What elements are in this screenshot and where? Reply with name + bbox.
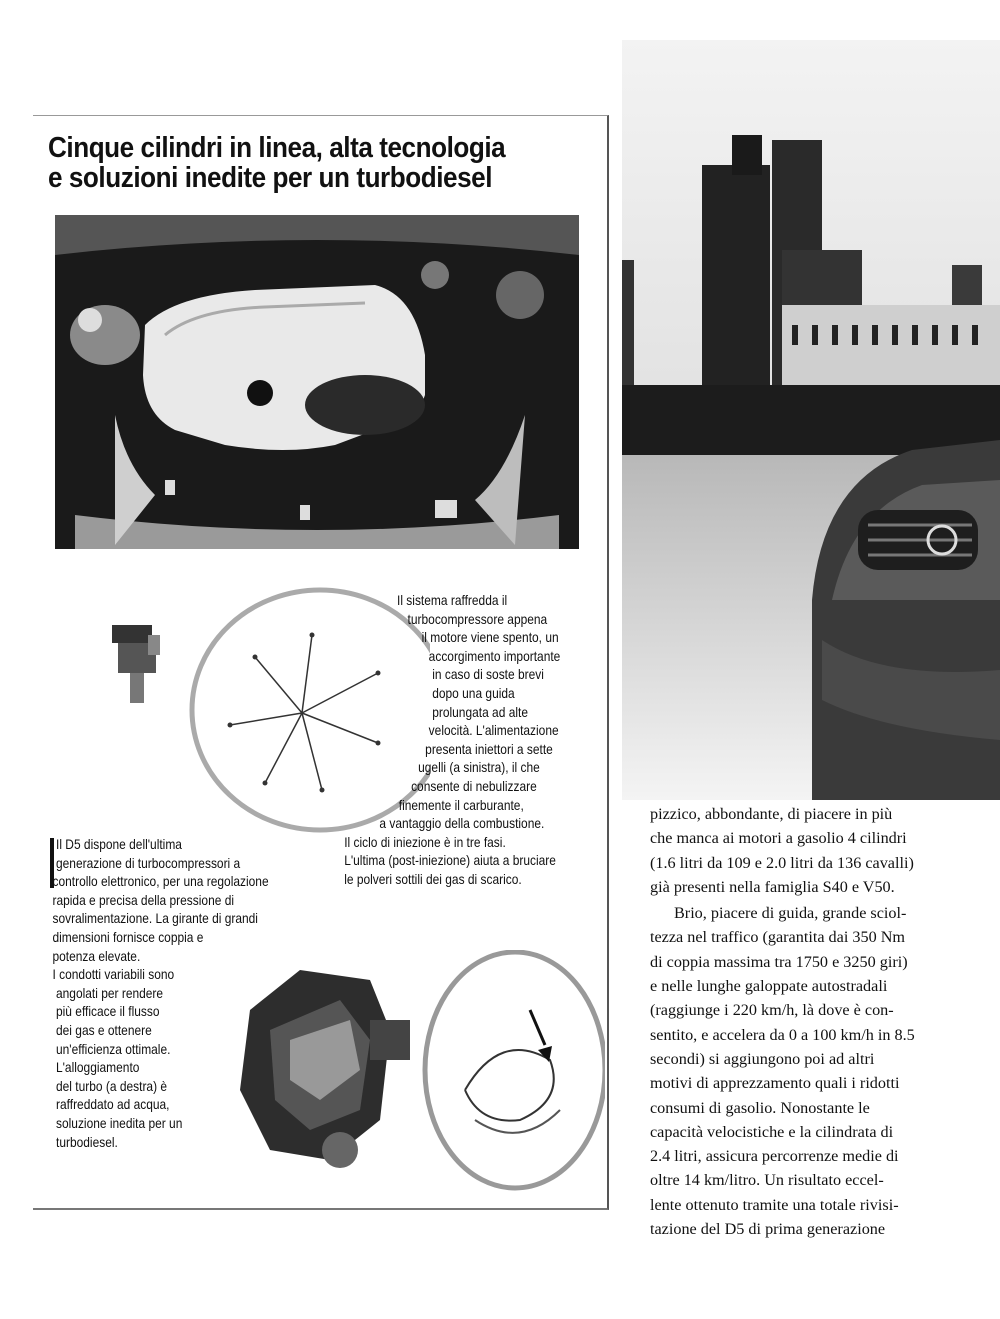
skyline-illustration: [622, 40, 1000, 800]
body-line: già presenti nella famiglia S40 e V50.: [650, 877, 895, 896]
caption-line: dimensioni fornisce coppia e: [52, 929, 204, 945]
headline: [48, 133, 606, 193]
body-line: secondi) si aggiungono poi ad altri: [650, 1049, 875, 1068]
body-line: tazione del D5 di prima generazione: [650, 1220, 886, 1239]
body-line: pizzico, abbondante, di piacere in più: [650, 805, 893, 823]
caption-line: Il D5 dispone dell'ultima: [56, 837, 182, 852]
caption-line: Il sistema raffredda il: [397, 593, 508, 608]
caption-line: turbodiesel.: [56, 1134, 118, 1150]
caption-line: del turbo (a destra) è: [56, 1078, 168, 1094]
caption-line: potenza elevate.: [52, 948, 141, 964]
caption-line: raffreddato ad acqua,: [56, 1097, 170, 1113]
caption-line: le polveri sottili dei gas di scarico.: [344, 871, 522, 887]
caption-line: velocità. L'alimentazione: [428, 723, 559, 739]
caption-line: consente di nebulizzare: [411, 778, 537, 794]
body-line: sentito, e accelera da 0 a 100 km/h in 8.5: [650, 1025, 915, 1044]
caption-line: il motore viene spento, un: [421, 630, 559, 646]
caption-line: ugelli (a sinistra), il che: [418, 760, 540, 776]
injector-illustration: [100, 585, 430, 835]
body-line: e nelle lunghe galoppate autostradali: [650, 977, 888, 996]
engine-bay-photo: [55, 215, 579, 549]
body-line: motivi di apprezzamento quali i ridotti: [650, 1074, 900, 1093]
caption-line: soluzione inedita per un: [56, 1115, 183, 1131]
caption-line: dei gas e ottenere: [56, 1022, 152, 1038]
paragraph-2: [650, 901, 950, 1241]
caption-line: finemente il carburante,: [398, 797, 524, 813]
caption-line: turbocompressore appena: [407, 611, 548, 627]
body-line: (raggiunge i 220 km/h, là dove è con-: [650, 1001, 894, 1020]
caption-line: prolungata ad alte: [432, 704, 528, 720]
body-line: (1.6 litri da 109 e 2.0 litri da 136 cavalli): [650, 853, 914, 872]
caption-line: accorgimento importante: [428, 648, 561, 664]
caption-line: Il ciclo di iniezione è in tre fasi.: [344, 834, 506, 850]
headline-line-1: Cinque cilindri in linea, alta tecnologia: [48, 132, 506, 164]
caption-line: L'ultima (post-iniezione) aiuta a bruciare: [344, 853, 556, 869]
injector-diagram: [100, 585, 430, 835]
caption-injection: [344, 592, 561, 890]
caption-line: a vantaggio della combustione.: [379, 816, 545, 832]
paragraph-1: [650, 802, 950, 899]
body-line: di coppia massima tra 1750 e 3250 giri): [650, 952, 908, 971]
caption-line: generazione di turbocompressori a: [56, 855, 241, 871]
caption-line: I condotti variabili sono: [52, 967, 175, 983]
body-line: che manca ai motori a gasolio 4 cilindri: [650, 829, 907, 848]
body-line: capacità velocistiche e la cilindrata di: [650, 1122, 894, 1141]
caption-line: rapida e precisa della pressione di: [52, 892, 235, 908]
headline-line-2: e soluzioni inedite per un turbodiesel: [48, 162, 493, 194]
caption-line: un'efficienza ottimale.: [56, 1041, 171, 1057]
caption-line: più efficace il flusso: [56, 1004, 160, 1020]
caption-line: controllo elettronico, per una regolazione: [52, 874, 269, 890]
engine-illustration: [55, 215, 579, 549]
body-line: tezza nel traffico (garantita dai 350 Nm: [650, 928, 905, 947]
caption-line: in caso di soste brevi: [432, 667, 544, 683]
caption-line: L'alloggiamento: [56, 1060, 140, 1076]
city-car-photo: [622, 40, 1000, 800]
caption-line: dopo una guida: [432, 685, 515, 701]
turbo-diagram: [220, 950, 605, 1200]
body-line: 2.4 litri, assicura percorrenze medie di: [650, 1147, 899, 1166]
body-line: consumi di gasolio. Nonostante le: [650, 1098, 870, 1117]
turbo-illustration: [220, 950, 605, 1200]
caption-line: presenta iniettori a sette: [425, 741, 553, 757]
body-line: lente ottenuto tramite una totale rivisi-: [650, 1195, 899, 1214]
article-body: [650, 802, 950, 1241]
body-line: oltre 14 km/litro. Un risultato eccel-: [650, 1171, 884, 1190]
body-line: Brio, piacere di guida, grande sciol-: [674, 904, 907, 923]
caption-line: angolati per rendere: [56, 985, 164, 1001]
caption-line: sovralimentazione. La girante di grandi: [52, 911, 258, 927]
